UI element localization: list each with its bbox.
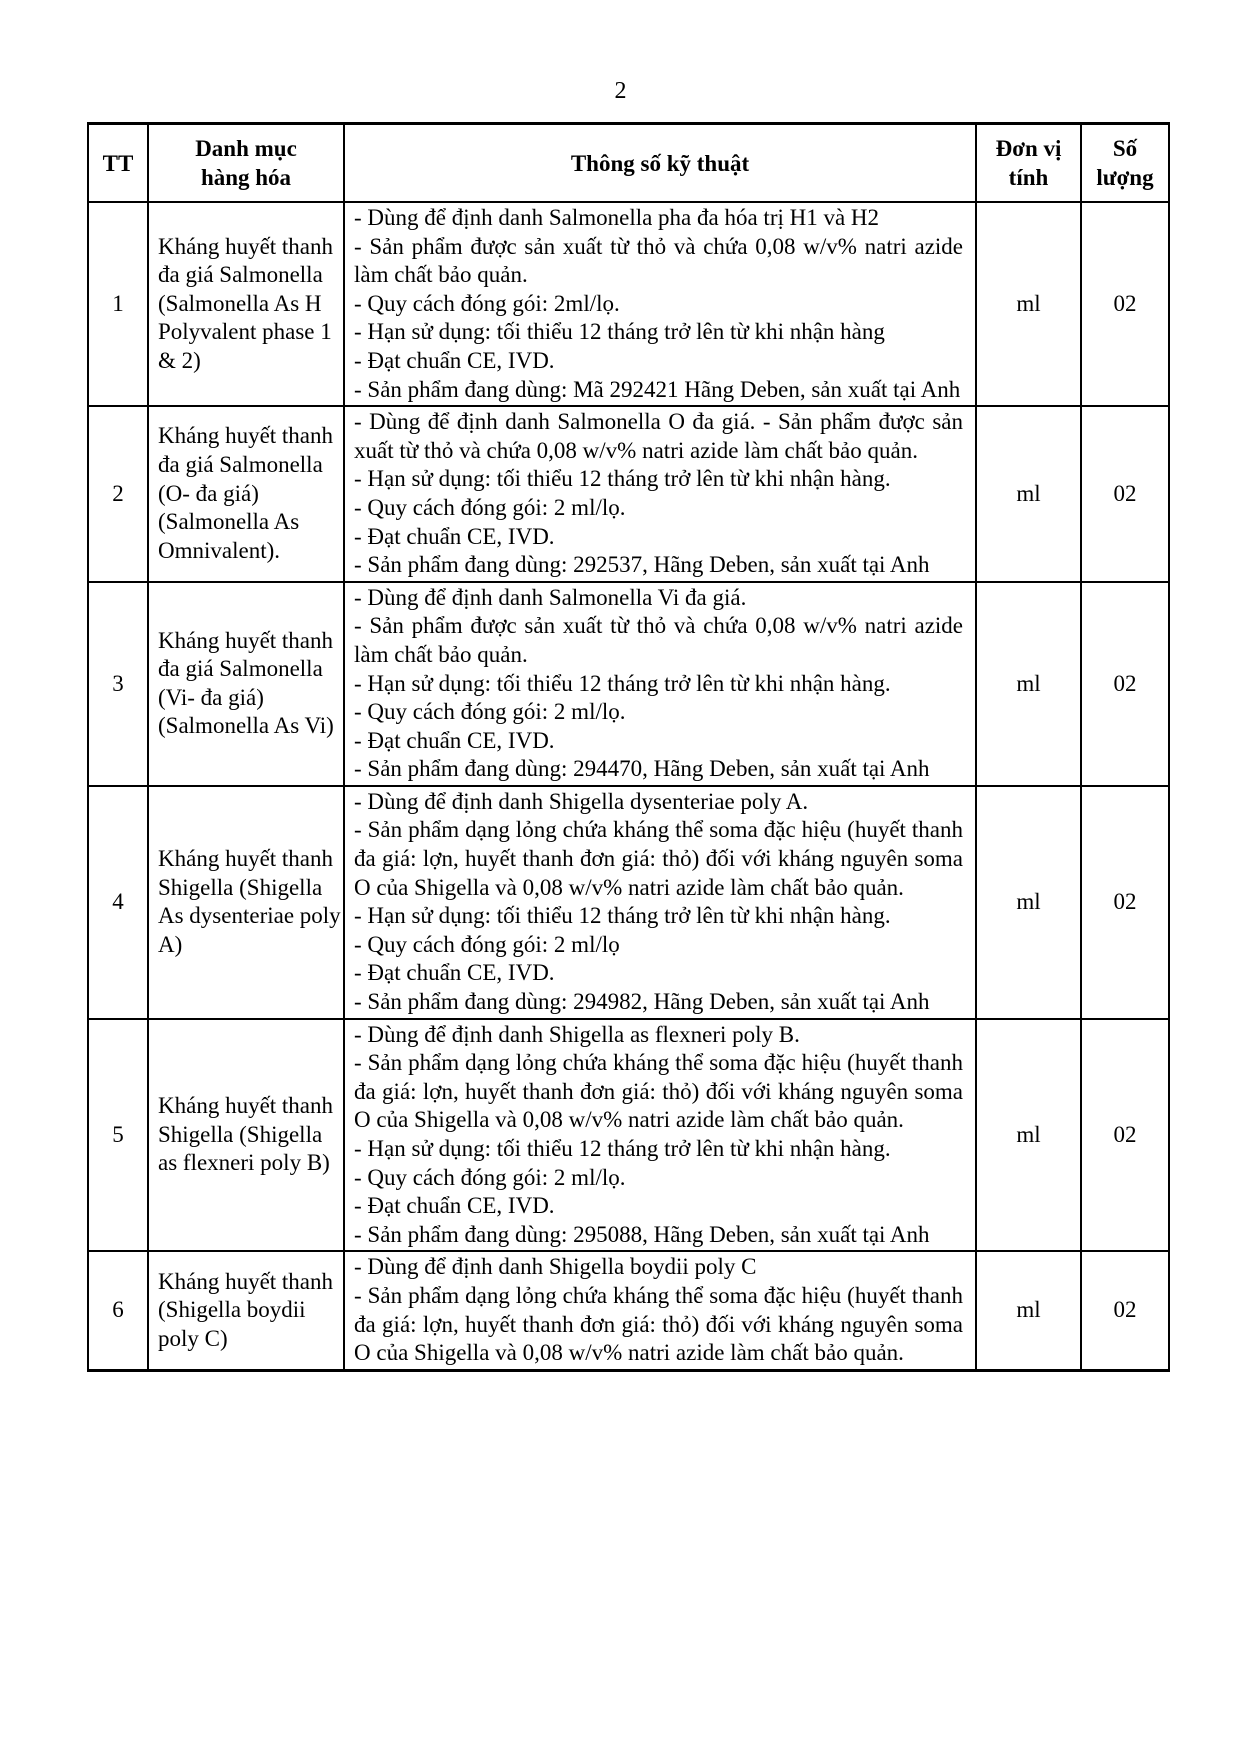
spec-line: - Sản phẩm đang dùng: Mã 292421 Hãng Deben, sản xuất tại Anh [354,376,961,402]
table-row [88,202,1169,406]
spec-line: - Quy cách đóng gói: 2 ml/lọ [354,931,620,957]
specs-cell [344,406,976,582]
specs-cell [344,1251,976,1370]
spec-line: - Sản phẩm dạng lỏng chứa kháng thể soma đặc hiệu (huyết thanh đa giá: lợn, huyết thanh đơn giá: thỏ) đối với kháng nguyên soma O của Shigella và 0,08 w/v% natri azide làm chất bảo quản. [354,1282,963,1366]
unit-cell: ml [976,1251,1081,1370]
row-number: 6 [88,1251,148,1370]
spec-line: - Sản phẩm được sản xuất từ thỏ và chứa 0,08 w/v% natri azide làm chất bảo quản. [354,613,963,667]
spec-line: - Hạn sử dụng: tối thiểu 12 tháng trở lên từ khi nhận hàng [354,319,885,345]
qty-cell: 02 [1081,1019,1169,1252]
item-name: Kháng huyết thanh Shigella (Shigella As dysenteriae poly A) [148,786,344,1019]
table-row [88,1019,1169,1252]
unit-cell: ml [976,202,1081,406]
item-name: Kháng huyết thanh đa giá Salmonella (Vi- đa giá) (Salmonella As Vi) [148,582,344,786]
spec-line: - Sản phẩm dạng lỏng chứa kháng thể soma đặc hiệu (huyết thanh đa giá: lợn, huyết thanh đơn giá: thỏ) đối với kháng nguyên soma O của Shigella và 0,08 w/v% natri azide làm chất bảo quản. [354,1050,963,1133]
table-row [88,1251,1169,1370]
qty-cell: 02 [1081,202,1169,406]
header-item-name-line2: hàng hóa [200,165,292,190]
spec-line: - Quy cách đóng gói: 2 ml/lọ. [354,494,626,520]
spec-line: - Hạn sử dụng: tối thiểu 12 tháng trở lên từ khi nhận hàng. [354,466,891,492]
spec-line: - Sản phẩm đang dùng: 292537, Hãng Deben, sản xuất tại Anh [354,552,930,578]
spec-line: - Đạt chuẩn CE, IVD. [354,523,555,549]
spec-line: - Dùng để định danh Shigella dysenteriae poly A. [354,788,809,814]
spec-line: - Hạn sử dụng: tối thiểu 12 tháng trở lên từ khi nhận hàng. [354,670,891,696]
header-item-name-line1: Danh mục [195,136,297,161]
qty-cell: 02 [1081,406,1169,582]
specs-cell [344,202,976,406]
spec-line: - Đạt chuẩn CE, IVD. [354,1193,555,1219]
item-name: Kháng huyết thanh đa giá Salmonella (Salmonella As H Polyvalent phase 1 & 2) [148,202,344,406]
goods-spec-table [87,122,1170,1372]
spec-line: - Đạt chuẩn CE, IVD. [354,727,555,753]
header-qty-line2: lượng [1096,165,1154,190]
spec-line: - Đạt chuẩn CE, IVD. [354,960,555,986]
unit-cell: ml [976,582,1081,786]
spec-line: - Quy cách đóng gói: 2 ml/lọ. [354,1164,626,1190]
item-name: Kháng huyết thanh (Shigella boydii poly C) [148,1251,344,1370]
header-unit [976,124,1081,203]
specs-cell [344,582,976,786]
unit-cell: ml [976,1019,1081,1252]
spec-line: - Dùng để định danh Shigella as flexneri poly B. [354,1021,800,1047]
spec-line: - Quy cách đóng gói: 2ml/lọ. [354,290,620,316]
qty-cell: 02 [1081,1251,1169,1370]
header-qty-line1: Số [1112,136,1138,161]
row-number: 4 [88,786,148,1019]
table-row [88,406,1169,582]
row-number: 1 [88,202,148,406]
row-number: 3 [88,582,148,786]
spec-line: - Dùng để định danh Salmonella Vi đa giá. [354,584,747,610]
item-name: Kháng huyết thanh đa giá Salmonella (O- đa giá) (Salmonella As Omnivalent). [148,406,344,582]
spec-line: - Hạn sử dụng: tối thiểu 12 tháng trở lên từ khi nhận hàng. [354,1136,891,1161]
spec-line: - Hạn sử dụng: tối thiểu 12 tháng trở lên từ khi nhận hàng. [354,903,891,929]
header-qty [1081,124,1169,203]
spec-line: - Dùng để định danh Salmonella O đa giá. - Sản phẩm được sản xuất từ thỏ và chứa 0,08 w/v% natri azide làm chất bảo quản. [354,409,963,463]
table-row [88,582,1169,786]
spec-line: - Sản phẩm được sản xuất từ thỏ và chứa 0,08 w/v% natri azide làm chất bảo quản. [354,233,963,288]
spec-line: - Quy cách đóng gói: 2 ml/lọ. [354,699,626,725]
row-number: 2 [88,406,148,582]
spec-line: - Đạt chuẩn CE, IVD. [354,347,555,373]
qty-cell: 02 [1081,786,1169,1019]
spec-line: - Sản phẩm đang dùng: 295088, Hãng Deben, sản xuất tại Anh [354,1221,930,1247]
table-header-row [88,124,1169,203]
spec-line: - Sản phẩm đang dùng: 294982, Hãng Deben, sản xuất tại Anh [354,989,930,1015]
spec-line: - Dùng để định danh Shigella boydii poly C [354,1254,757,1280]
specs-cell [344,786,976,1019]
spec-line: - Sản phẩm dạng lỏng chứa kháng thể soma đặc hiệu (huyết thanh đa giá: lợn, huyết thanh đơn giá: thỏ) đối với kháng nguyên soma O của Shigella và 0,08 w/v% natri azide làm chất bảo quản. [354,817,963,900]
item-name: Kháng huyết thanh Shigella (Shigella as flexneri poly B) [148,1019,344,1252]
header-unit-line1: Đơn vị [995,136,1062,161]
specs-cell [344,1019,976,1252]
header-tt: TT [88,124,148,203]
table-row [88,786,1169,1019]
row-number: 5 [88,1019,148,1252]
spec-line: - Dùng để định danh Salmonella pha đa hóa trị H1 và H2 [354,205,880,230]
header-specs: Thông số kỹ thuật [344,124,976,203]
header-item-name [148,124,344,203]
spec-line: - Sản phẩm đang dùng: 294470, Hãng Deben, sản xuất tại Anh [354,756,930,782]
unit-cell: ml [976,406,1081,582]
page-number: 2 [614,78,627,104]
unit-cell: ml [976,786,1081,1019]
qty-cell: 02 [1081,582,1169,786]
header-unit-line2: tính [1008,165,1049,190]
